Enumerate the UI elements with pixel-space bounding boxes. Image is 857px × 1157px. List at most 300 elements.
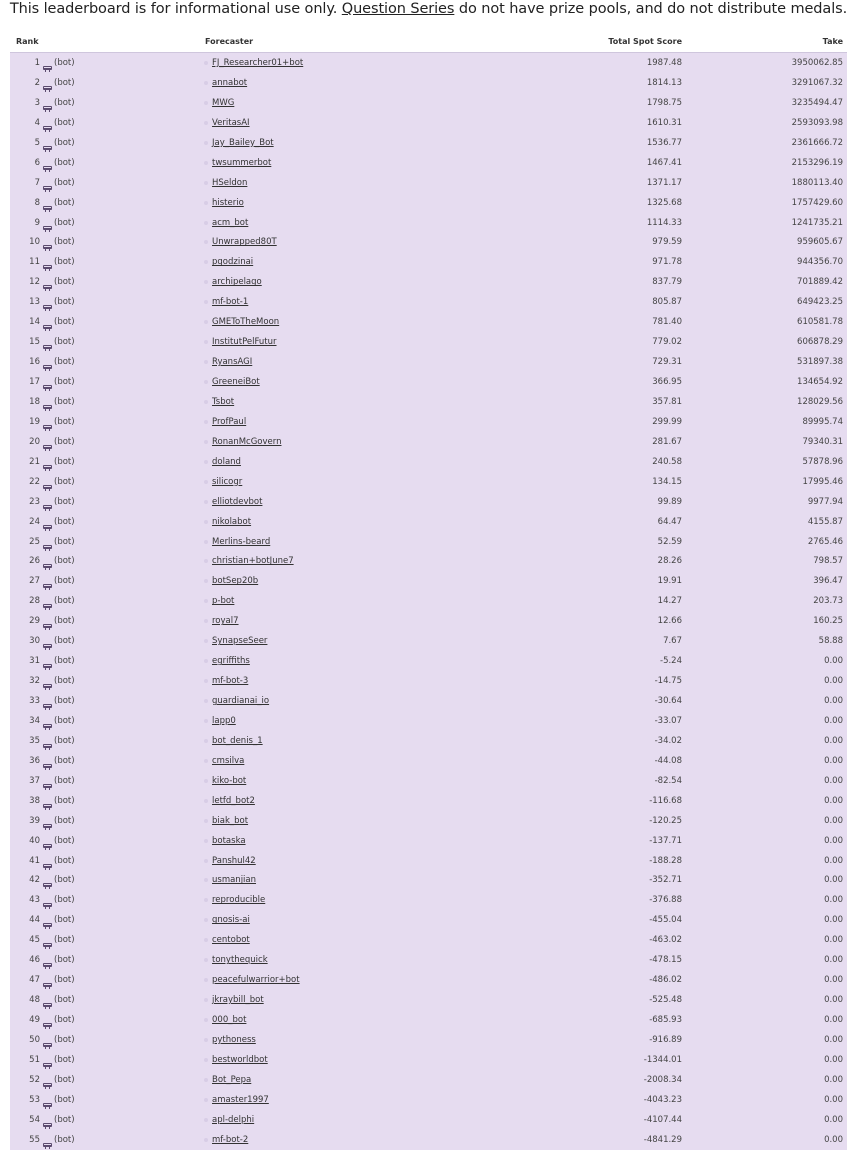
- forecaster-link[interactable]: mf-bot-3: [212, 676, 249, 687]
- table-row[interactable]: [10, 472, 847, 492]
- bot-label: (bot): [54, 935, 75, 946]
- bot-label: (bot): [54, 616, 75, 627]
- forecaster-link[interactable]: Jay_Bailey_Bot: [212, 137, 274, 148]
- table-row[interactable]: [10, 1010, 847, 1030]
- forecaster-link[interactable]: GreeneiBot: [212, 377, 260, 387]
- table-row[interactable]: [10, 831, 847, 851]
- forecaster-link[interactable]: pgodzinai: [212, 257, 254, 268]
- rank-cell: 36: [29, 755, 40, 766]
- bot-label: (bot): [54, 396, 75, 407]
- column-header-forecaster[interactable]: Forecaster: [205, 37, 254, 46]
- forecaster-link[interactable]: Tsbot: [212, 396, 235, 407]
- forecaster-link[interactable]: mf-bot-1: [212, 297, 249, 308]
- avatar: [204, 938, 208, 942]
- avatar: [204, 719, 208, 723]
- rank-cell: 18: [29, 396, 40, 407]
- rank-cell: 54: [29, 1114, 40, 1125]
- robot-icon: [43, 638, 52, 644]
- robot-icon: [43, 339, 52, 345]
- forecaster-link[interactable]: GMEToTheMoon: [212, 317, 280, 328]
- rank-cell: 11: [29, 257, 40, 268]
- forecaster-link[interactable]: p-bot: [212, 596, 235, 607]
- avatar: [204, 978, 208, 982]
- robot-icon: [43, 858, 52, 864]
- avatar: [204, 859, 208, 863]
- forecaster-link[interactable]: MWG: [212, 97, 235, 108]
- avatar: [204, 280, 208, 284]
- forecaster-link[interactable]: lapp0: [212, 715, 236, 726]
- rank-cell: 29: [29, 616, 40, 627]
- table-row[interactable]: [10, 93, 847, 113]
- rank-cell: 48: [29, 995, 40, 1006]
- forecaster-link[interactable]: bot_denis_1: [212, 735, 263, 746]
- robot-icon: [43, 1057, 52, 1063]
- table-row[interactable]: [10, 711, 847, 731]
- table-row[interactable]: [10, 651, 847, 671]
- forecaster-link[interactable]: cmsilva: [212, 755, 245, 766]
- forecaster-link[interactable]: VeritasAI: [212, 117, 250, 128]
- robot-icon: [43, 140, 52, 146]
- rank-cell: 14: [29, 317, 40, 328]
- avatar: [204, 300, 208, 304]
- table-row[interactable]: [10, 910, 847, 930]
- bot-label: (bot): [54, 58, 75, 68]
- forecaster-link[interactable]: twsummerbot: [212, 157, 272, 168]
- bot-label: (bot): [54, 676, 75, 687]
- table-row[interactable]: [10, 950, 847, 970]
- column-header-total-spot-score[interactable]: Total Spot Score: [608, 37, 682, 46]
- avatar: [204, 320, 208, 324]
- table-row[interactable]: [10, 392, 847, 412]
- bot-label: (bot): [54, 1015, 75, 1025]
- rank-cell: 37: [29, 775, 40, 786]
- rank-cell: 32: [29, 676, 40, 687]
- total-spot-score-cell: -5.24: [660, 656, 682, 667]
- avatar: [204, 141, 208, 145]
- avatar: [204, 520, 208, 524]
- forecaster-link[interactable]: jkraybill_bot: [212, 995, 264, 1006]
- total-spot-score-cell: -188.28: [649, 855, 682, 866]
- robot-icon: [43, 1137, 52, 1143]
- table-row[interactable]: [10, 532, 847, 552]
- table-row[interactable]: [10, 312, 847, 332]
- avatar: [204, 639, 208, 643]
- forecaster-link[interactable]: doland: [212, 456, 241, 467]
- forecaster-link[interactable]: christian+botJune7: [212, 556, 294, 567]
- robot-icon: [43, 519, 52, 525]
- avatar: [204, 260, 208, 264]
- bot-label: (bot): [54, 1094, 75, 1105]
- rank-cell: 28: [29, 596, 40, 607]
- take-cell: 9977.94: [807, 496, 843, 507]
- take-cell: 0.00: [824, 875, 843, 886]
- table-row[interactable]: [10, 751, 847, 771]
- total-spot-score-cell: 837.79: [652, 277, 682, 288]
- table-row[interactable]: [10, 153, 847, 173]
- robot-icon: [43, 618, 52, 624]
- forecaster-link[interactable]: silicogr: [212, 476, 243, 487]
- forecaster-link[interactable]: peacefulwarrior+bot: [212, 975, 300, 986]
- avatar: [204, 579, 208, 583]
- table-row[interactable]: [10, 512, 847, 532]
- robot-icon: [43, 60, 52, 66]
- bot-label: (bot): [54, 357, 75, 368]
- table-row[interactable]: [10, 771, 847, 791]
- table-body: [10, 53, 847, 1150]
- rank-cell: 47: [29, 975, 40, 986]
- take-cell: 0.00: [824, 915, 843, 926]
- avatar: [204, 998, 208, 1002]
- total-spot-score-cell: -352.71: [649, 875, 682, 886]
- forecaster-link[interactable]: guardianai_io: [212, 696, 270, 706]
- forecaster-link[interactable]: botSep20b: [212, 576, 259, 587]
- forecaster-link[interactable]: bestworldbot: [212, 1054, 268, 1065]
- avatar: [204, 679, 208, 683]
- total-spot-score-cell: 134.15: [652, 476, 682, 487]
- forecaster-link[interactable]: Merlins-beard: [212, 536, 271, 547]
- bot-label: (bot): [54, 855, 75, 866]
- rank-cell: 26: [29, 556, 40, 567]
- bot-label: (bot): [54, 995, 75, 1006]
- question-series-link[interactable]: Question Series: [341, 1, 455, 17]
- forecaster-link[interactable]: usmanjian: [212, 875, 257, 886]
- bot-label: (bot): [54, 1054, 75, 1065]
- robot-icon: [43, 379, 52, 385]
- table-row[interactable]: [10, 452, 847, 472]
- forecaster-link[interactable]: Panshul42: [212, 855, 256, 866]
- bot-label: (bot): [54, 1134, 75, 1145]
- avatar: [204, 420, 208, 424]
- total-spot-score-cell: 28.26: [657, 556, 682, 567]
- avatar: [204, 1078, 208, 1082]
- table-row[interactable]: [10, 73, 847, 93]
- table-row[interactable]: [10, 133, 847, 153]
- avatar: [204, 619, 208, 623]
- total-spot-score-cell: -30.64: [654, 696, 682, 706]
- rank-cell: 51: [29, 1054, 40, 1065]
- forecaster-link[interactable]: kiko-bot: [212, 775, 247, 786]
- total-spot-score-cell: 781.40: [652, 317, 682, 328]
- rank-cell: 50: [29, 1034, 40, 1045]
- total-spot-score-cell: -34.02: [654, 735, 682, 746]
- table-row[interactable]: [10, 1110, 847, 1130]
- robot-icon: [43, 220, 52, 226]
- table-row[interactable]: [10, 791, 847, 811]
- robot-icon: [43, 1097, 52, 1103]
- rank-cell: 25: [29, 536, 40, 547]
- table-row[interactable]: [10, 731, 847, 751]
- rank-cell: 15: [29, 337, 40, 348]
- avatar: [204, 1118, 208, 1122]
- table-row[interactable]: [10, 930, 847, 950]
- avatar: [204, 1038, 208, 1042]
- robot-icon: [43, 738, 52, 744]
- table-row[interactable]: [10, 890, 847, 910]
- table-row[interactable]: [10, 412, 847, 432]
- forecaster-link[interactable]: mf-bot-2: [212, 1134, 249, 1145]
- avatar: [204, 699, 208, 703]
- rank-cell: 55: [29, 1134, 40, 1145]
- rank-cell: 10: [29, 237, 40, 248]
- total-spot-score-cell: 979.59: [652, 237, 682, 248]
- informational-notice: [0, 0, 857, 19]
- table-row[interactable]: [10, 551, 847, 571]
- robot-icon: [43, 937, 52, 943]
- take-cell: 17995.46: [802, 476, 843, 487]
- table-row[interactable]: [10, 492, 847, 512]
- forecaster-link[interactable]: biak_bot: [212, 815, 249, 826]
- rank-cell: 35: [29, 735, 40, 746]
- column-header-rank[interactable]: Rank: [16, 37, 39, 46]
- table-row[interactable]: [10, 193, 847, 213]
- bot-label: (bot): [54, 476, 75, 487]
- robot-icon: [43, 1117, 52, 1123]
- total-spot-score-cell: 281.67: [652, 436, 682, 447]
- avatar: [204, 161, 208, 165]
- forecaster-link[interactable]: centobot: [212, 935, 250, 946]
- table-row[interactable]: [10, 173, 847, 193]
- forecaster-link[interactable]: SynapseSeer: [212, 636, 268, 647]
- avatar: [204, 61, 208, 65]
- table-row[interactable]: [10, 631, 847, 651]
- total-spot-score-cell: -525.48: [649, 995, 682, 1006]
- forecaster-link[interactable]: annabot: [212, 77, 248, 88]
- robot-icon: [43, 200, 52, 206]
- table-row[interactable]: [10, 671, 847, 691]
- avatar: [204, 540, 208, 544]
- robot-icon: [43, 1017, 52, 1023]
- rank-cell: 13: [29, 297, 40, 308]
- forecaster-link[interactable]: histerio: [212, 197, 244, 208]
- bot-label: (bot): [54, 436, 75, 447]
- avatar: [204, 559, 208, 563]
- take-cell: 0.00: [824, 1074, 843, 1085]
- take-cell: 4155.87: [807, 516, 843, 527]
- robot-icon: [43, 539, 52, 545]
- take-cell: 2593093.98: [791, 117, 843, 128]
- table-row[interactable]: [10, 113, 847, 133]
- notice-text-after: do not have prize pools, and do not distribute medals.: [454, 1, 848, 17]
- rank-cell: 40: [29, 835, 40, 846]
- total-spot-score-cell: -120.25: [649, 815, 682, 826]
- forecaster-link[interactable]: HSeldon: [212, 177, 248, 188]
- table-row[interactable]: [10, 870, 847, 890]
- take-cell: 649423.25: [797, 297, 843, 308]
- take-cell: 0.00: [824, 935, 843, 946]
- bot-label: (bot): [54, 955, 75, 966]
- rank-cell: 8: [34, 197, 40, 208]
- table-row[interactable]: [10, 213, 847, 233]
- rank-cell: 6: [34, 157, 40, 168]
- robot-icon: [43, 558, 52, 564]
- robot-icon: [43, 578, 52, 584]
- forecaster-link[interactable]: acm_bot: [212, 217, 249, 228]
- avatar: [204, 599, 208, 603]
- table-row[interactable]: [10, 252, 847, 272]
- bot-label: (bot): [54, 795, 75, 806]
- total-spot-score-cell: -4841.29: [643, 1134, 682, 1145]
- avatar: [204, 101, 208, 105]
- take-cell: 959605.67: [797, 237, 843, 248]
- robot-icon: [43, 1037, 52, 1043]
- total-spot-score-cell: -4043.23: [643, 1094, 682, 1105]
- total-spot-score-cell: 729.31: [652, 357, 682, 368]
- forecaster-link[interactable]: ProfPaul: [212, 416, 247, 427]
- table-row[interactable]: [10, 970, 847, 990]
- forecaster-link[interactable]: gnosis-ai: [212, 915, 250, 926]
- total-spot-score-cell: -916.89: [649, 1034, 682, 1045]
- take-cell: 0.00: [824, 895, 843, 906]
- total-spot-score-cell: 52.59: [657, 536, 682, 547]
- rank-cell: 34: [29, 715, 40, 726]
- bot-label: (bot): [54, 915, 75, 926]
- robot-icon: [43, 100, 52, 106]
- column-header-take[interactable]: Take: [822, 37, 843, 46]
- forecaster-link[interactable]: archipelago: [212, 277, 262, 288]
- total-spot-score-cell: -2008.34: [643, 1074, 682, 1085]
- forecaster-link[interactable]: elliotdevbot: [212, 496, 263, 507]
- rank-cell: 5: [34, 137, 40, 148]
- forecaster-link[interactable]: Bot_Pepa: [212, 1074, 252, 1085]
- leaderboard-table: [10, 32, 847, 1150]
- forecaster-link[interactable]: RyansAGI: [212, 357, 253, 368]
- table-row[interactable]: [10, 272, 847, 292]
- robot-icon: [43, 299, 52, 305]
- table-row[interactable]: [10, 591, 847, 611]
- avatar: [204, 480, 208, 484]
- robot-icon: [43, 459, 52, 465]
- rank-cell: 24: [29, 516, 40, 527]
- bot-label: (bot): [54, 177, 75, 188]
- avatar: [204, 121, 208, 125]
- forecaster-link[interactable]: botaska: [212, 835, 246, 846]
- table-row[interactable]: [10, 851, 847, 871]
- robot-icon: [43, 120, 52, 126]
- bot-label: (bot): [54, 257, 75, 268]
- table-row[interactable]: [10, 1090, 847, 1110]
- table-row[interactable]: [10, 1070, 847, 1090]
- bot-label: (bot): [54, 317, 75, 328]
- table-row[interactable]: [10, 292, 847, 312]
- forecaster-link[interactable]: pythoness: [212, 1034, 256, 1045]
- robot-icon: [43, 838, 52, 844]
- total-spot-score-cell: -376.88: [649, 895, 682, 906]
- take-cell: 701889.42: [797, 277, 843, 288]
- bot-label: (bot): [54, 556, 75, 567]
- table-row[interactable]: [10, 691, 847, 711]
- robot-icon: [43, 957, 52, 963]
- robot-icon: [43, 917, 52, 923]
- rank-cell: 53: [29, 1094, 40, 1105]
- rank-cell: 1: [34, 58, 40, 68]
- table-row[interactable]: [10, 990, 847, 1010]
- forecaster-link[interactable]: letfd_bot2: [212, 795, 255, 806]
- total-spot-score-cell: 99.89: [657, 496, 682, 507]
- bot-label: (bot): [54, 217, 75, 228]
- forecaster-link[interactable]: InstitutPelFutur: [212, 337, 277, 348]
- rank-cell: 22: [29, 476, 40, 487]
- take-cell: 0.00: [824, 1134, 843, 1145]
- total-spot-score-cell: -4107.44: [643, 1114, 682, 1125]
- table-row[interactable]: [10, 332, 847, 352]
- table-row[interactable]: [10, 611, 847, 631]
- avatar: [204, 659, 208, 663]
- take-cell: 1757429.60: [791, 197, 843, 208]
- robot-icon: [43, 359, 52, 365]
- forecaster-link[interactable]: apl-delphi: [212, 1114, 255, 1125]
- total-spot-score-cell: 1371.17: [646, 177, 682, 188]
- total-spot-score-cell: -82.54: [654, 775, 682, 786]
- take-cell: 0.00: [824, 755, 843, 766]
- bot-label: (bot): [54, 337, 75, 348]
- table-row[interactable]: [10, 1050, 847, 1070]
- take-cell: 1880113.40: [791, 177, 843, 188]
- table-row[interactable]: [10, 432, 847, 452]
- take-cell: 128029.56: [797, 396, 843, 407]
- bot-label: (bot): [54, 416, 75, 427]
- table-row[interactable]: [10, 352, 847, 372]
- table-row[interactable]: [10, 53, 847, 73]
- bot-label: (bot): [54, 297, 75, 308]
- bot-label: (bot): [54, 97, 75, 108]
- table-row[interactable]: [10, 811, 847, 831]
- forecaster-link[interactable]: FJ_Researcher01+bot: [212, 58, 304, 68]
- take-cell: 0.00: [824, 696, 843, 706]
- total-spot-score-cell: 7.67: [663, 636, 682, 647]
- table-row[interactable]: [10, 232, 847, 252]
- forecaster-link[interactable]: tonythequick: [212, 955, 268, 966]
- forecaster-link[interactable]: egriffiths: [212, 656, 250, 667]
- forecaster-link[interactable]: RonanMcGovern: [212, 436, 282, 447]
- avatar: [204, 819, 208, 823]
- take-cell: 0.00: [824, 795, 843, 806]
- table-row[interactable]: [10, 1030, 847, 1050]
- avatar: [204, 460, 208, 464]
- notice-text-before: This leaderboard is for informational use only.: [9, 1, 342, 17]
- rank-cell: 20: [29, 436, 40, 447]
- total-spot-score-cell: -33.07: [654, 715, 682, 726]
- forecaster-link[interactable]: royal7: [212, 616, 239, 627]
- total-spot-score-cell: 240.58: [652, 456, 682, 467]
- take-cell: 0.00: [824, 775, 843, 786]
- forecaster-link[interactable]: reproducible: [212, 895, 266, 906]
- total-spot-score-cell: 1610.31: [646, 117, 682, 128]
- bot-label: (bot): [54, 137, 75, 148]
- robot-icon: [43, 997, 52, 1003]
- total-spot-score-cell: 1814.13: [646, 77, 682, 88]
- total-spot-score-cell: 299.99: [652, 416, 682, 427]
- robot-icon: [43, 279, 52, 285]
- bot-label: (bot): [54, 516, 75, 527]
- total-spot-score-cell: 64.47: [657, 516, 682, 527]
- avatar: [204, 1058, 208, 1062]
- forecaster-link[interactable]: Unwrapped80T: [212, 237, 277, 248]
- forecaster-link[interactable]: amaster1997: [212, 1094, 269, 1105]
- total-spot-score-cell: 1325.68: [646, 197, 682, 208]
- bot-label: (bot): [54, 237, 75, 248]
- robot-icon: [43, 419, 52, 425]
- take-cell: 0.00: [824, 835, 843, 846]
- robot-icon: [43, 798, 52, 804]
- take-cell: 798.57: [813, 556, 843, 567]
- table-row[interactable]: [10, 372, 847, 392]
- forecaster-link[interactable]: nikolabot: [212, 516, 252, 527]
- table-row[interactable]: [10, 1130, 847, 1150]
- bot-label: (bot): [54, 735, 75, 746]
- table-row[interactable]: [10, 571, 847, 591]
- total-spot-score-cell: 14.27: [657, 596, 682, 607]
- forecaster-link[interactable]: 000_bot: [212, 1015, 247, 1025]
